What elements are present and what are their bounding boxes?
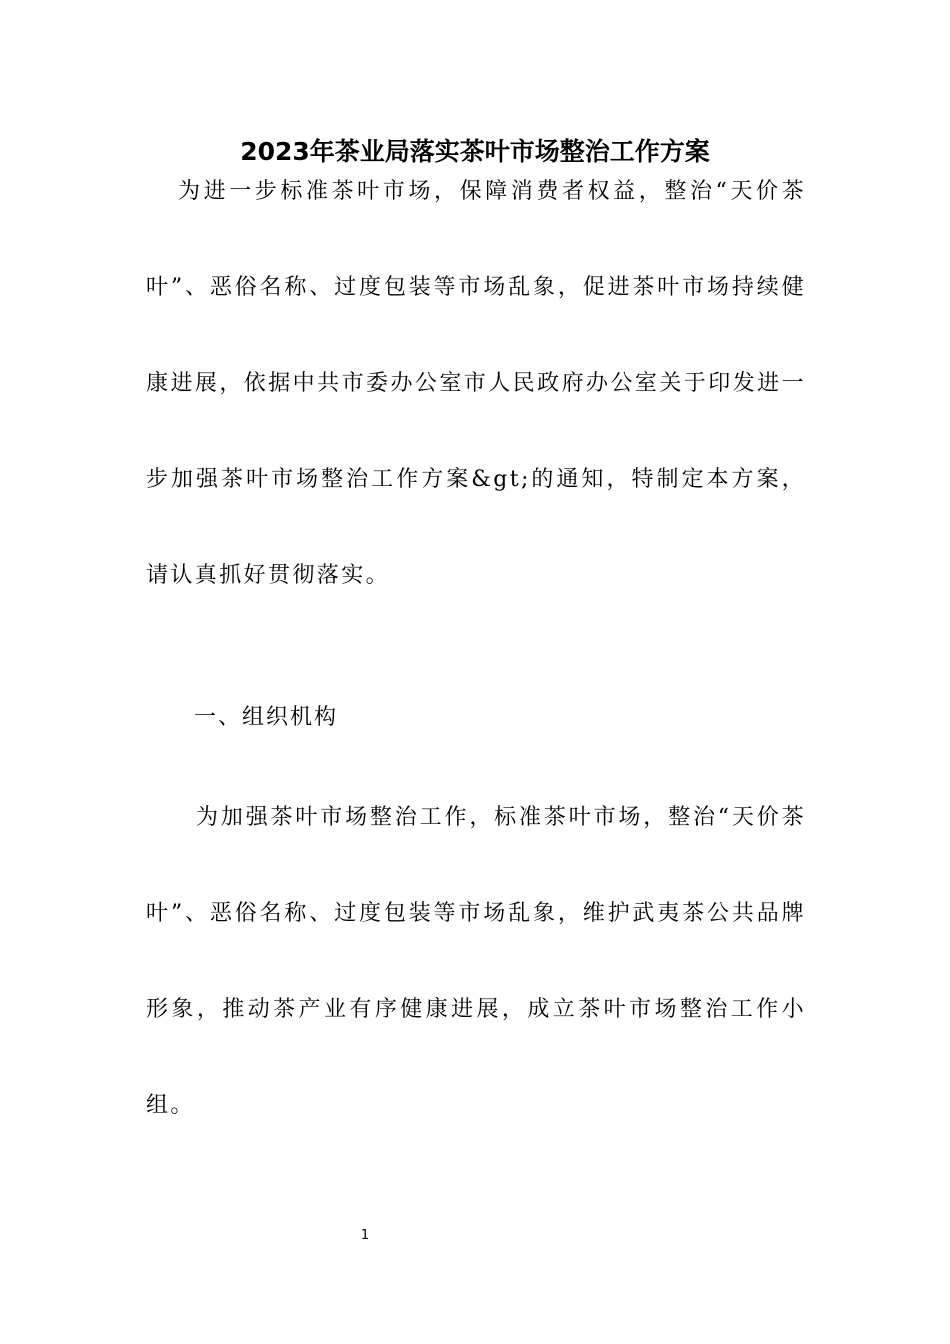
intro-paragraph: 为进一步标准茶叶市场，保障消费者权益，整治“天价茶叶”、恶俗名称、过度包装等市场乱象，促进茶叶市场持续健康进展，依据中共市委办公室市人民政府办公室关于印发进一步加强茶叶市场整治工作方案&gt;的通知，特制定本方案，请认真抓好贯彻落实。	[146, 179, 806, 588]
document-title: 2023年茶业局落实茶叶市场整治工作方案	[240, 137, 710, 166]
page-number: 1	[360, 1228, 370, 1243]
organization-paragraph: 为加强茶叶市场整治工作，标准茶叶市场，整治“天价茶叶”、恶俗名称、过度包装等市场乱象，维护武夷茶公共品牌形象，推动茶产业有序健康进展，成立茶叶市场整治工作小组。	[146, 805, 806, 1118]
section-heading-organization: 一、组织机构	[194, 705, 339, 730]
